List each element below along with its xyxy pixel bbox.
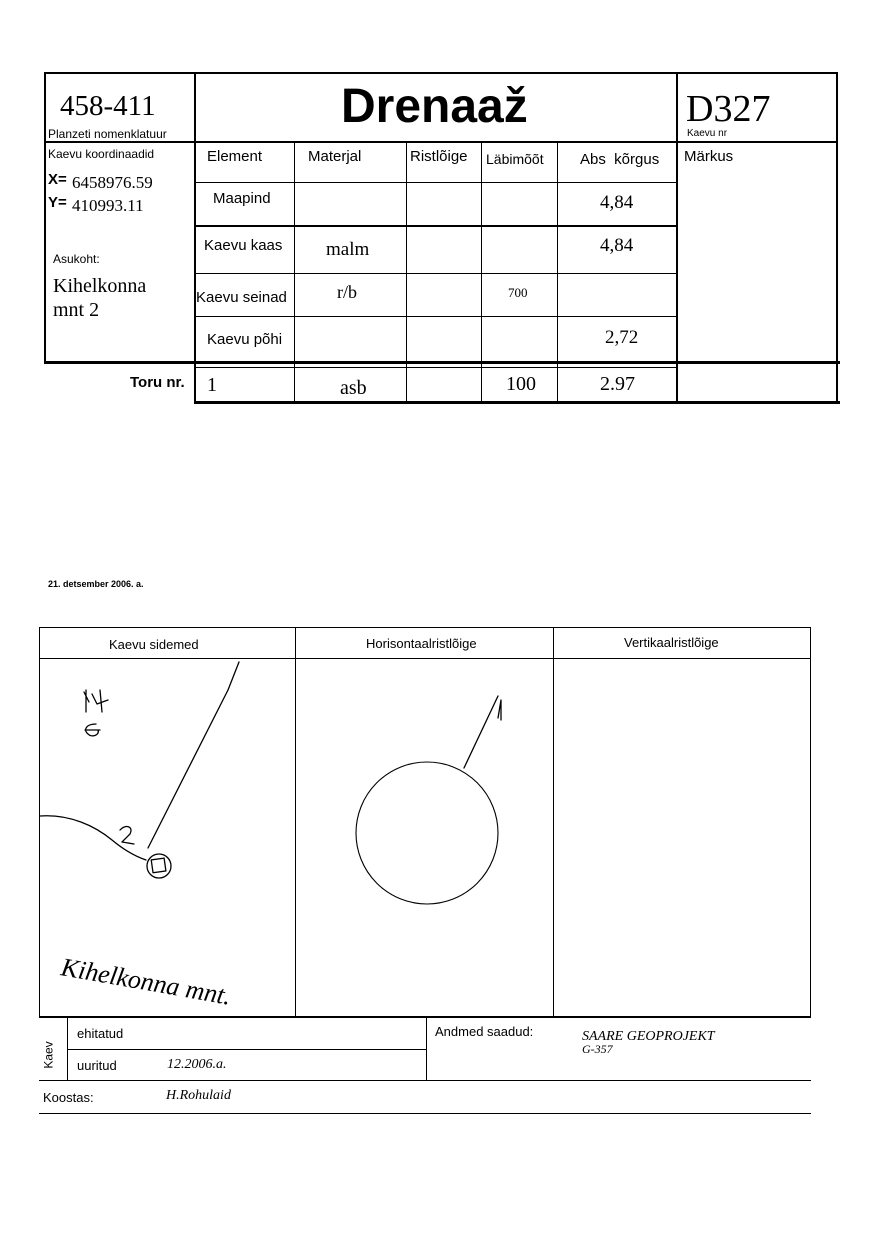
header-material: Materjal (308, 148, 362, 165)
author-label: Koostas: (43, 1090, 94, 1105)
col-horizontal-title: Horisontaalristlõige (366, 636, 477, 651)
coordinates-label: Kaevu koordinaadid (48, 147, 155, 161)
location-line-2: mnt 2 (53, 299, 100, 321)
sketch-street-name: Kihelkonna mnt. (58, 952, 234, 1011)
surveyed-value: 12.2006.a. (167, 1057, 227, 1072)
col-vertical-title: Vertikaalristlõige (624, 635, 719, 650)
document-date: 21. detsember 2006. a. (48, 579, 144, 589)
data-from-company: SAARE GEOPROJEKT (582, 1029, 715, 1044)
page-title: Drenaaž (341, 80, 528, 133)
horizontal-section-circle (356, 762, 498, 904)
y-value: 410993.11 (72, 196, 144, 215)
author-value: H.Rohulaid (166, 1088, 231, 1103)
surveyed-label: uuritud (77, 1058, 117, 1073)
row-ground-abs: 4,84 (600, 192, 634, 213)
nomenclature-value: 458-411 (60, 90, 156, 122)
header-element: Element (207, 148, 263, 165)
well-number-label: Kaevu nr (687, 128, 728, 139)
header-abs-height: Abs kõrgus (580, 151, 660, 168)
row-walls-element: Kaevu seinad (196, 289, 287, 306)
pipe-material: asb (340, 377, 367, 399)
row-cover-material: malm (326, 239, 370, 260)
row-cover-abs: 4,84 (600, 235, 634, 256)
pipe-number: 1 (207, 374, 217, 396)
row-ground-element: Maapind (213, 190, 271, 207)
x-label: X= (48, 171, 67, 188)
row-bottom-abs: 2,72 (605, 327, 639, 348)
header-cross-section: Ristlõige (410, 148, 468, 165)
footer-side-label: Kaev (41, 1041, 56, 1069)
location-label: Asukoht: (53, 252, 100, 266)
pipe-label: Toru nr. (130, 374, 185, 391)
y-label: Y= (48, 194, 67, 211)
header-diameter: Läbimõõt (486, 151, 544, 167)
col-links-title: Kaevu sidemed (109, 637, 199, 652)
well-location-sketch (40, 662, 501, 878)
data-from-label: Andmed saadud: (435, 1024, 534, 1039)
location-line-1: Kihelkonna (53, 275, 147, 297)
well-number-value: D327 (686, 88, 771, 130)
pipe-diameter: 100 (506, 373, 536, 395)
pipe-abs: 2.97 (600, 373, 635, 395)
nomenclature-label: Planzeti nomenklatuur (48, 127, 167, 141)
header-notes: Märkus (684, 148, 734, 165)
x-value: 6458976.59 (72, 173, 153, 192)
built-label: ehitatud (77, 1026, 124, 1041)
row-cover-element: Kaevu kaas (204, 237, 283, 254)
data-from-code: G-357 (582, 1042, 613, 1056)
row-walls-material: r/b (337, 282, 357, 302)
row-bottom-element: Kaevu põhi (207, 331, 283, 348)
row-walls-diameter: 700 (508, 285, 528, 300)
